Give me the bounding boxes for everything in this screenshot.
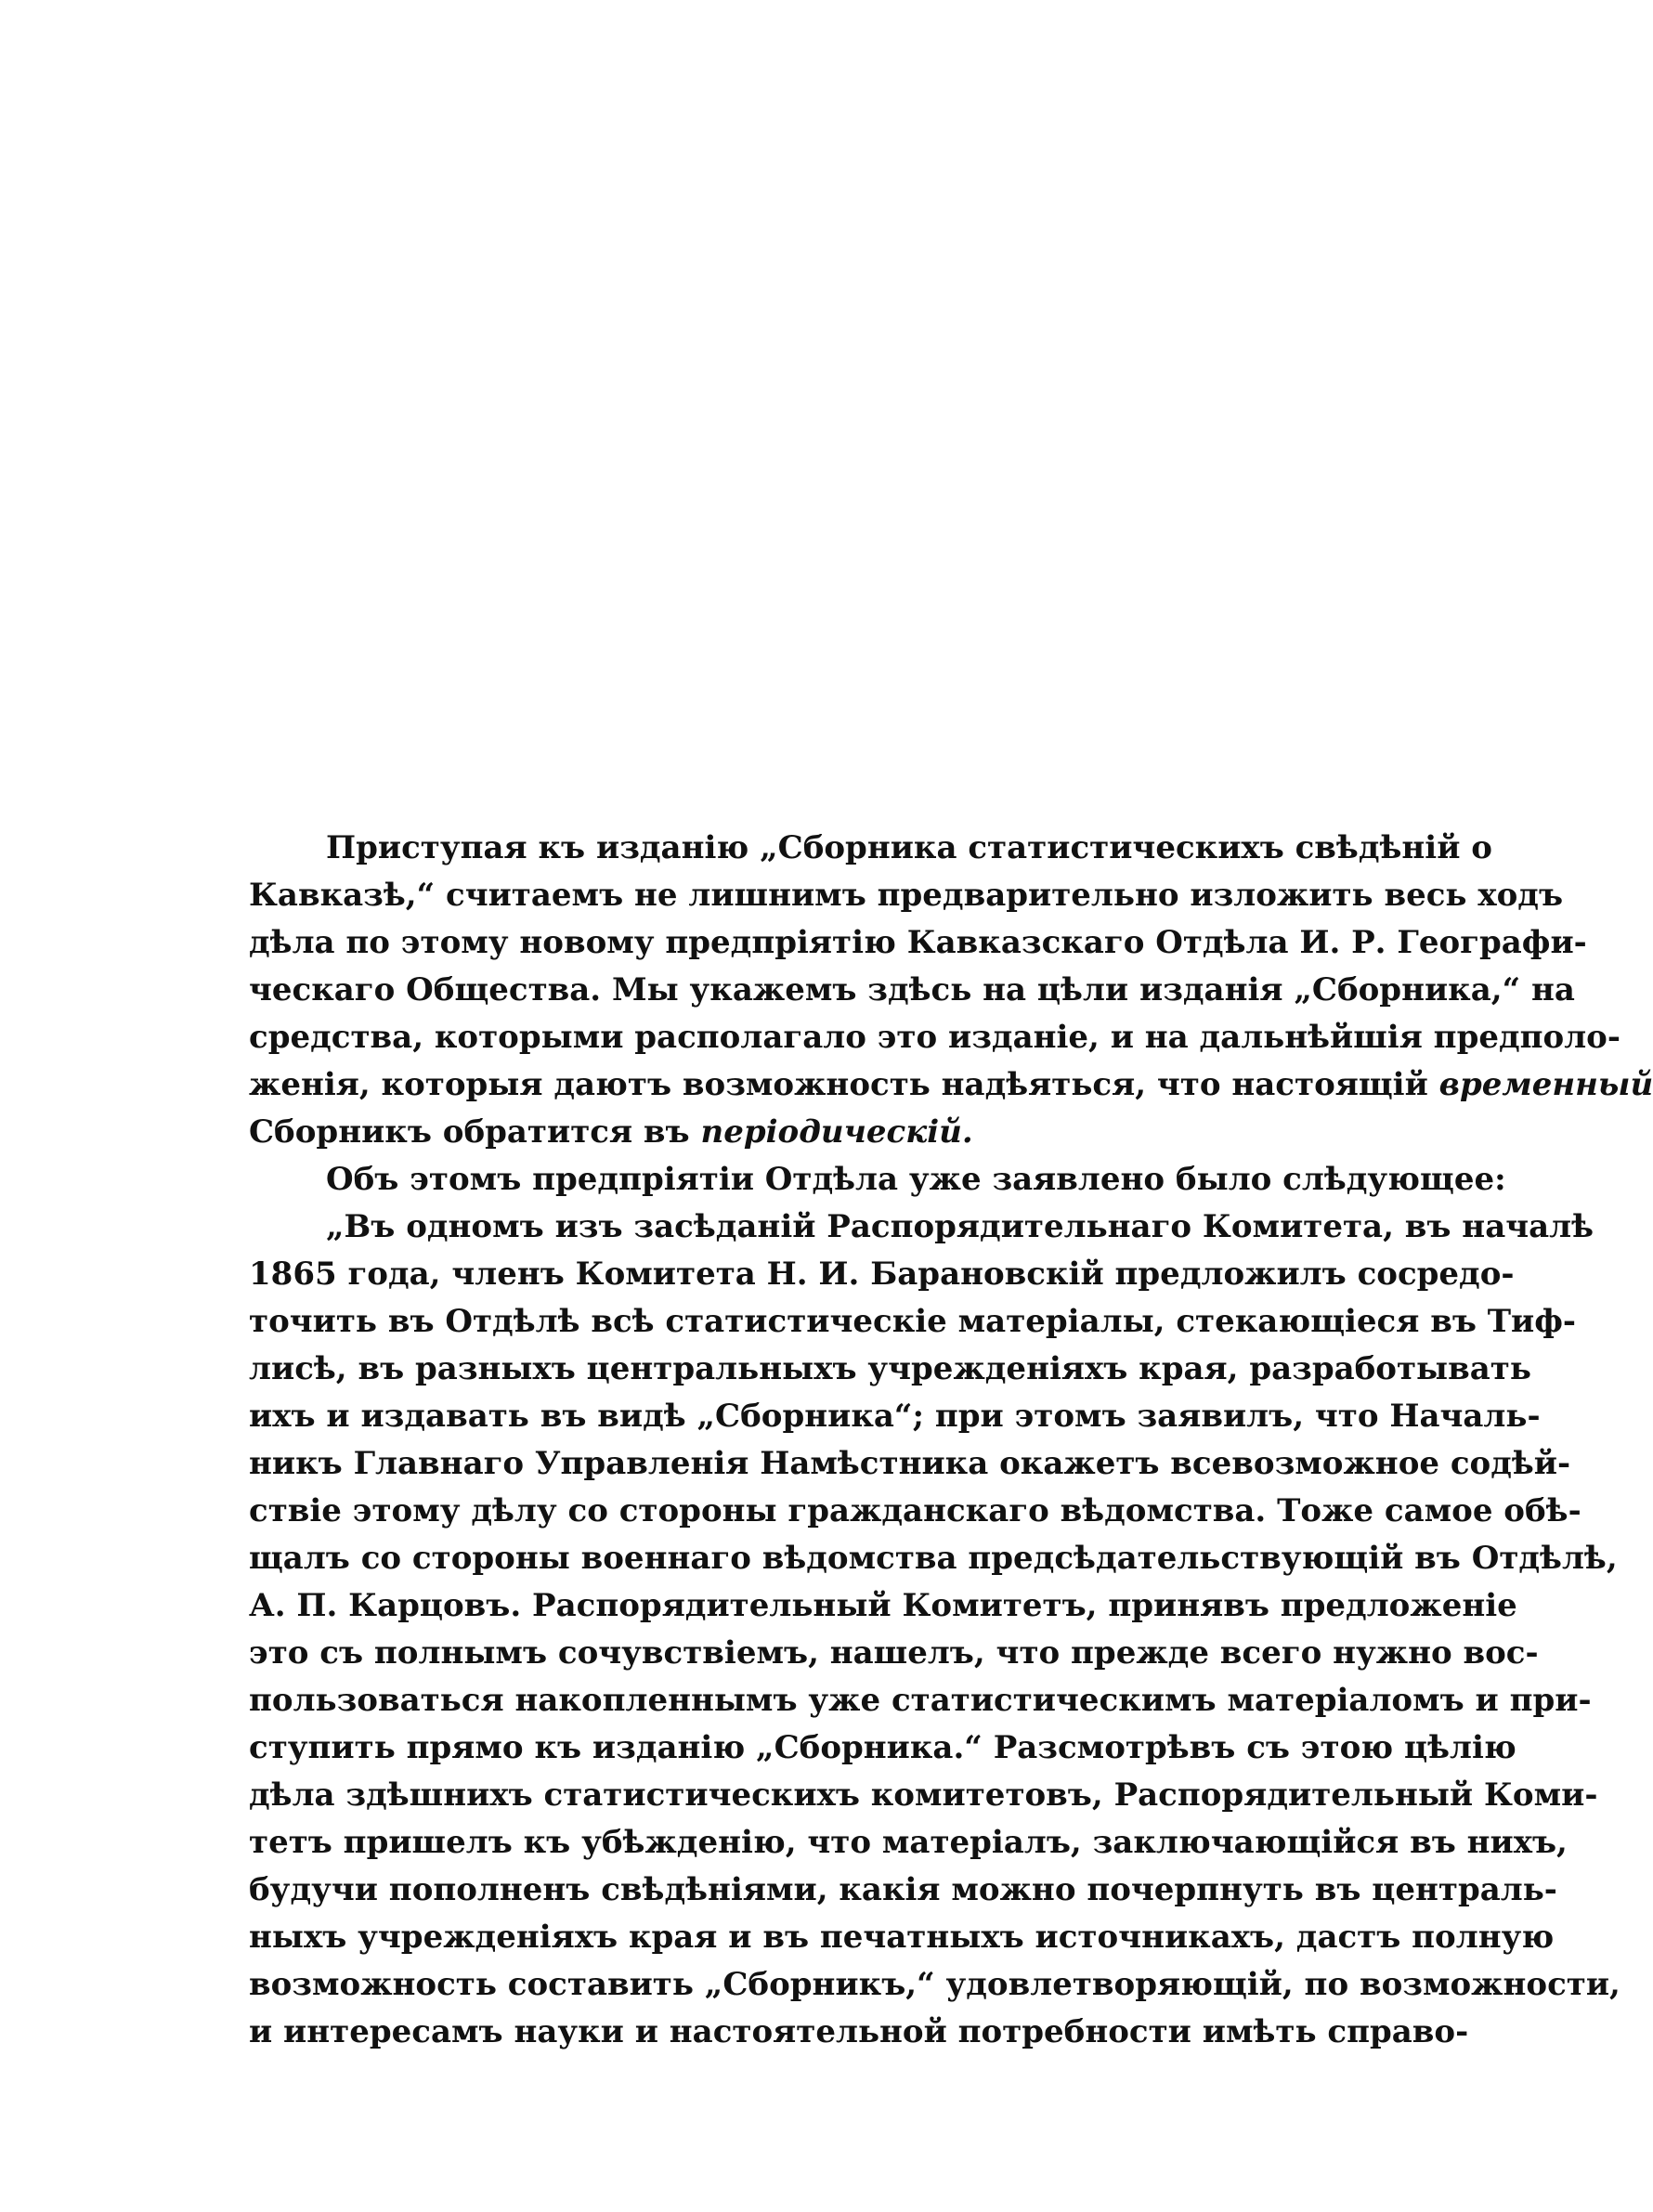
paragraph-2-line-1: Объ этомъ предпріятіи Отдѣла уже заявлено было слѣдующее: xyxy=(326,1161,1506,1198)
paragraph-1-line-6-text: женія, которыя даютъ возможность надѣяться, что настоящій xyxy=(249,1066,1428,1103)
paragraph-1-line-7 xyxy=(249,1109,1428,1155)
paragraph-1-line-7-italic: періодическій. xyxy=(700,1113,973,1151)
paragraph-3-line-10: это съ полнымъ сочувствіемъ, нашелъ, что прежде всего нужно вос- xyxy=(249,1634,1539,1672)
paragraph-3-line-11: пользоваться накопленнымъ уже статистическимъ матеріаломъ и при- xyxy=(249,1682,1592,1719)
paragraph-3-line-7: ствіе этому дѣлу со стороны гражданскаго вѣдомства. Тоже самое обѣ- xyxy=(249,1492,1581,1529)
paragraph-3-line-17: возможность составить „Сборникъ,“ удовлетворяющій, по возможности, xyxy=(249,1966,1620,2003)
paragraph-3-line-3: точить въ Отдѣлѣ всѣ статистическіе матеріалы, стекающіеся въ Тиф- xyxy=(249,1303,1577,1340)
paragraph-1-line-6 xyxy=(249,1061,1653,1108)
paragraph-3-line-2: 1865 года, членъ Комитета Н. И. Барановскій предложилъ сосредо- xyxy=(249,1256,1515,1293)
paragraph-3-line-5: ихъ и издавать въ видѣ „Сборника“; при этомъ заявилъ, что Началь- xyxy=(249,1398,1541,1435)
paragraph-3-line-9: А. П. Карцовъ. Распорядительный Комитетъ, принявъ предложеніе xyxy=(249,1587,1517,1624)
paragraph-3-line-18: и интересамъ науки и настоятельной потребности имѣть справо- xyxy=(249,2013,1469,2050)
paragraph-3-line-15: будучи пополненъ свѣдѣніями, какія можно почерпнуть въ централь- xyxy=(249,1871,1557,1908)
paragraph-1-line-2: Кавказѣ,“ считаемъ не лишнимъ предварительно изложить весь ходъ xyxy=(249,877,1564,914)
paragraph-3-line-4: лисѣ, въ разныхъ центральныхъ учрежденіяхъ края, разработывать xyxy=(249,1350,1531,1387)
paragraph-3-line-6: никъ Главнаго Управленія Намѣстника окажетъ всевозможное содѣй- xyxy=(249,1445,1571,1482)
paragraph-1-line-1: Приступая къ изданію „Сборника статистическихъ свѣдѣній о xyxy=(326,829,1492,866)
paragraph-3-line-13: дѣла здѣшнихъ статистическихъ комитетовъ, Распорядительный Коми- xyxy=(249,1776,1598,1814)
paragraph-3-line-16: ныхъ учрежденіяхъ края и въ печатныхъ источникахъ, дастъ полную xyxy=(249,1919,1555,1956)
paragraph-1-line-3: дѣла по этому новому предпріятію Кавказскаго Отдѣла И. Р. Географи- xyxy=(249,924,1587,961)
paragraph-3-line-12: ступить прямо къ изданію „Сборника.“ Разсмотрѣвъ съ этою цѣлію xyxy=(249,1729,1516,1766)
paragraph-3-line-8: щалъ со стороны военнаго вѣдомства предсѣдательствующій въ Отдѣлѣ, xyxy=(249,1540,1618,1577)
paragraph-1-line-7-text: Сборникъ обратится въ xyxy=(249,1113,690,1151)
paragraph-3-line-1: „Въ одномъ изъ засѣданій Распорядительнаго Комитета, въ началѣ xyxy=(326,1208,1594,1245)
paragraph-1-line-4: ческаго Общества. Мы укажемъ здѣсь на цѣли изданія „Сборника,“ на xyxy=(249,971,1575,1008)
paragraph-3-line-14: тетъ пришелъ къ убѣжденію, что матеріалъ, заключающійся въ нихъ, xyxy=(249,1824,1568,1861)
paragraph-1-line-6-italic: временный xyxy=(1438,1066,1653,1103)
paragraph-1-line-5: средства, которыми располагало это изданіе, и на дальнѣйшія предполо- xyxy=(249,1019,1620,1056)
